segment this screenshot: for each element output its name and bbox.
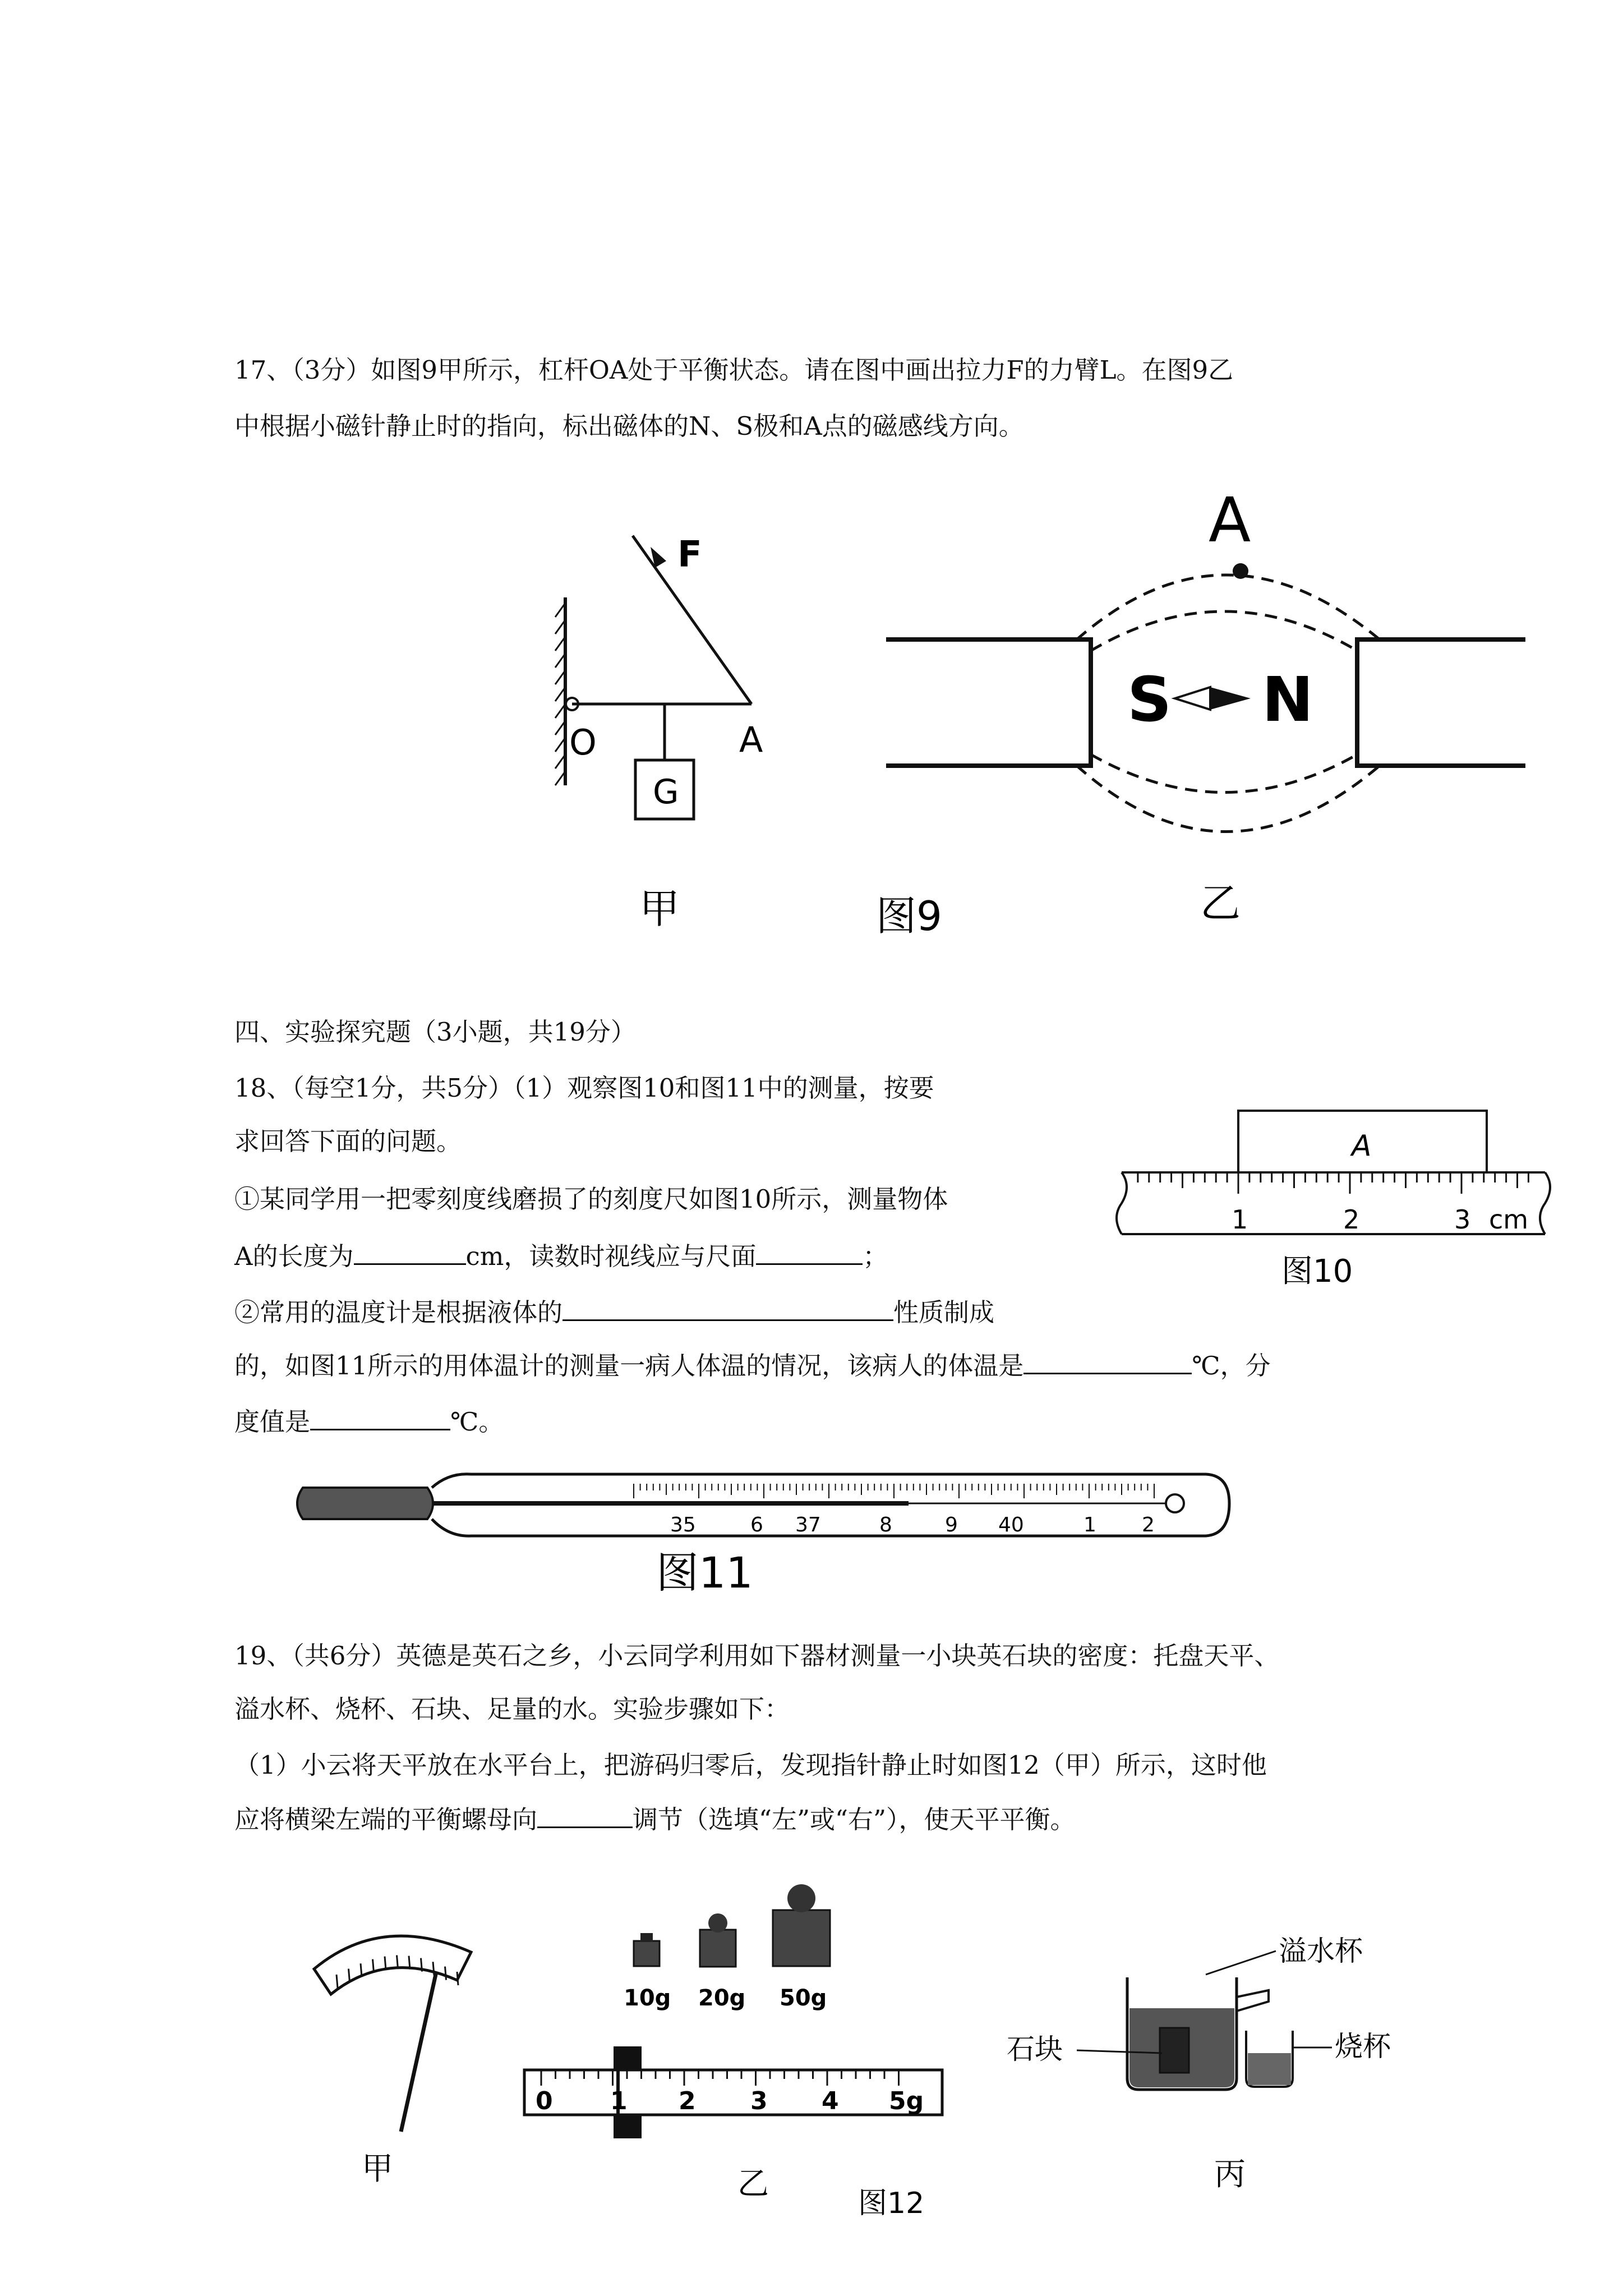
weight-label-50g: 50g bbox=[780, 1985, 827, 2011]
ruler-tick-label-2: 2 bbox=[1343, 1204, 1360, 1235]
beam-label-3: 3 bbox=[750, 2087, 768, 2115]
ruler-tick-label-1: 1 bbox=[1232, 1204, 1248, 1235]
q18-line2: 求回答下面的问题。 bbox=[234, 1126, 462, 1156]
q18-line5-text-a: ②常用的温度计是根据液体的 bbox=[234, 1297, 563, 1327]
weight-10g bbox=[634, 1933, 660, 1966]
fig10-caption: 图10 bbox=[1281, 1253, 1353, 1290]
needle-label-N: N bbox=[1262, 664, 1314, 735]
q18-line5-text-b: 性质制成 bbox=[893, 1297, 995, 1327]
magnet-label-A: A bbox=[1209, 484, 1251, 556]
q18-line4-text-a: A的长度为 bbox=[234, 1241, 354, 1271]
q18-line4-text-b: cm，读数时视线应与尺面 bbox=[465, 1241, 757, 1271]
weight-20g bbox=[700, 1913, 736, 1967]
rider-top bbox=[614, 2046, 642, 2070]
fig11-caption: 图11 bbox=[656, 1548, 753, 1598]
label-overflow-cup: 溢水杯 bbox=[1279, 1935, 1363, 1967]
arc-tick bbox=[349, 1969, 350, 1982]
fig9-label-jia: 甲 bbox=[639, 885, 680, 932]
label-stone: 石块 bbox=[1007, 2033, 1063, 2065]
thermo-label-40: 40 bbox=[998, 1513, 1024, 1536]
beam-scale bbox=[524, 2070, 942, 2115]
arc-tick bbox=[361, 1963, 362, 1977]
lever-label-A: A bbox=[739, 719, 763, 760]
thermo-label-41: 1 bbox=[1083, 1513, 1096, 1536]
arc-tick bbox=[373, 1959, 374, 1973]
q19-line1: 19、（共6分）英德是英石之乡，小云同学利用如下器材测量一小块英石块的密度：托盘天平、 bbox=[234, 1641, 1280, 1671]
arc-tick bbox=[409, 1956, 410, 1970]
arc-tick bbox=[421, 1958, 422, 1972]
ruler-tick-label-3: 3 bbox=[1454, 1204, 1471, 1235]
q18-line6-text-b: ℃，分 bbox=[1192, 1351, 1271, 1381]
fig9-caption: 图9 bbox=[876, 892, 942, 940]
fig12-label-bing: 丙 bbox=[1214, 2156, 1246, 2193]
fig9-label-yi: 乙 bbox=[1200, 880, 1241, 927]
label-beaker: 烧杯 bbox=[1335, 2030, 1391, 2063]
overflow-spout bbox=[1237, 1990, 1269, 2011]
thermo-label-42: 2 bbox=[1142, 1513, 1155, 1536]
arc-tick bbox=[457, 1972, 458, 1985]
lever-label-F: F bbox=[677, 534, 702, 576]
thermo-label-35: 35 bbox=[670, 1513, 696, 1536]
object-A-label: A bbox=[1352, 1129, 1372, 1163]
beam-label-1: 1 bbox=[610, 2087, 628, 2115]
q17-line1: 17、（3分）如图9甲所示，杠杆OA处于平衡状态。请在图中画出拉力F的力臂L。在图9乙 bbox=[234, 355, 1234, 385]
weight-50g bbox=[773, 1884, 830, 1966]
stone-block bbox=[1160, 2028, 1189, 2073]
beam-label-4: 4 bbox=[822, 2087, 839, 2115]
q18-line1: 18、（每空1分，共5分）（1）观察图10和图11中的测量，按要 bbox=[234, 1073, 934, 1103]
q19-line2: 溢水杯、烧杯、石块、足量的水。实验步骤如下： bbox=[234, 1694, 790, 1724]
arc-tick bbox=[336, 1975, 338, 1988]
thermo-label-36: 6 bbox=[750, 1513, 763, 1536]
section4-heading: 四、实验探究题（3小题，共19分） bbox=[234, 1017, 636, 1047]
q18-line7-text-b: ℃。 bbox=[450, 1407, 504, 1437]
q18-line4-text-c: ； bbox=[863, 1241, 888, 1271]
arc-tick bbox=[397, 1955, 398, 1969]
q18-line6-text-a: 的，如图11所示的用体温计的测量一病人体温的情况，该病人的体温是 bbox=[234, 1351, 1024, 1381]
needle-label-S: S bbox=[1127, 664, 1172, 735]
beam-label-0: 0 bbox=[536, 2087, 553, 2115]
weight-label-20g: 20g bbox=[698, 1985, 746, 2011]
arc-tick bbox=[445, 1967, 446, 1980]
q19-line4-text-a: 应将横梁左端的平衡螺母向 bbox=[234, 1805, 538, 1834]
thermo-label-39: 9 bbox=[945, 1513, 958, 1536]
beam-label-2: 2 bbox=[679, 2087, 696, 2115]
beam-label-5g: 5g bbox=[889, 2087, 924, 2115]
lever-label-O: O bbox=[569, 722, 597, 763]
q19-line3: （1）小云将天平放在水平台上，把游码归零后，发现指针静止时如图12（甲）所示，这时他 bbox=[234, 1750, 1267, 1780]
q18-line3: ①某同学用一把零刻度线磨损了的刻度尺如图10所示，测量物体 bbox=[234, 1184, 948, 1214]
q19-line4-text-b: 调节（选填“左”或“右”），使天平平衡。 bbox=[633, 1805, 1076, 1834]
q18-line7-text-a: 度值是 bbox=[234, 1407, 311, 1437]
balance-pointer bbox=[401, 1972, 436, 2132]
fig12-label-jia: 甲 bbox=[362, 2151, 393, 2187]
fig12-label-yi: 乙 bbox=[737, 2166, 769, 2202]
arc-tick bbox=[385, 1957, 386, 1970]
beaker-water bbox=[1248, 2053, 1291, 2085]
fig12-caption: 图12 bbox=[858, 2187, 925, 2220]
arc-tick bbox=[433, 1962, 434, 1975]
ruler-unit: cm bbox=[1489, 1204, 1529, 1235]
leader-overflow-cup bbox=[1206, 1951, 1276, 1975]
lever-label-G: G bbox=[653, 772, 679, 812]
weight-label-10g: 10g bbox=[624, 1985, 671, 2011]
rider-bottom bbox=[614, 2115, 642, 2138]
q17-line2: 中根据小磁针静止时的指向，标出磁体的N、S极和A点的磁感线方向。 bbox=[234, 411, 1024, 441]
thermo-label-38: 8 bbox=[879, 1513, 892, 1536]
thermo-label-37: 37 bbox=[795, 1513, 821, 1536]
